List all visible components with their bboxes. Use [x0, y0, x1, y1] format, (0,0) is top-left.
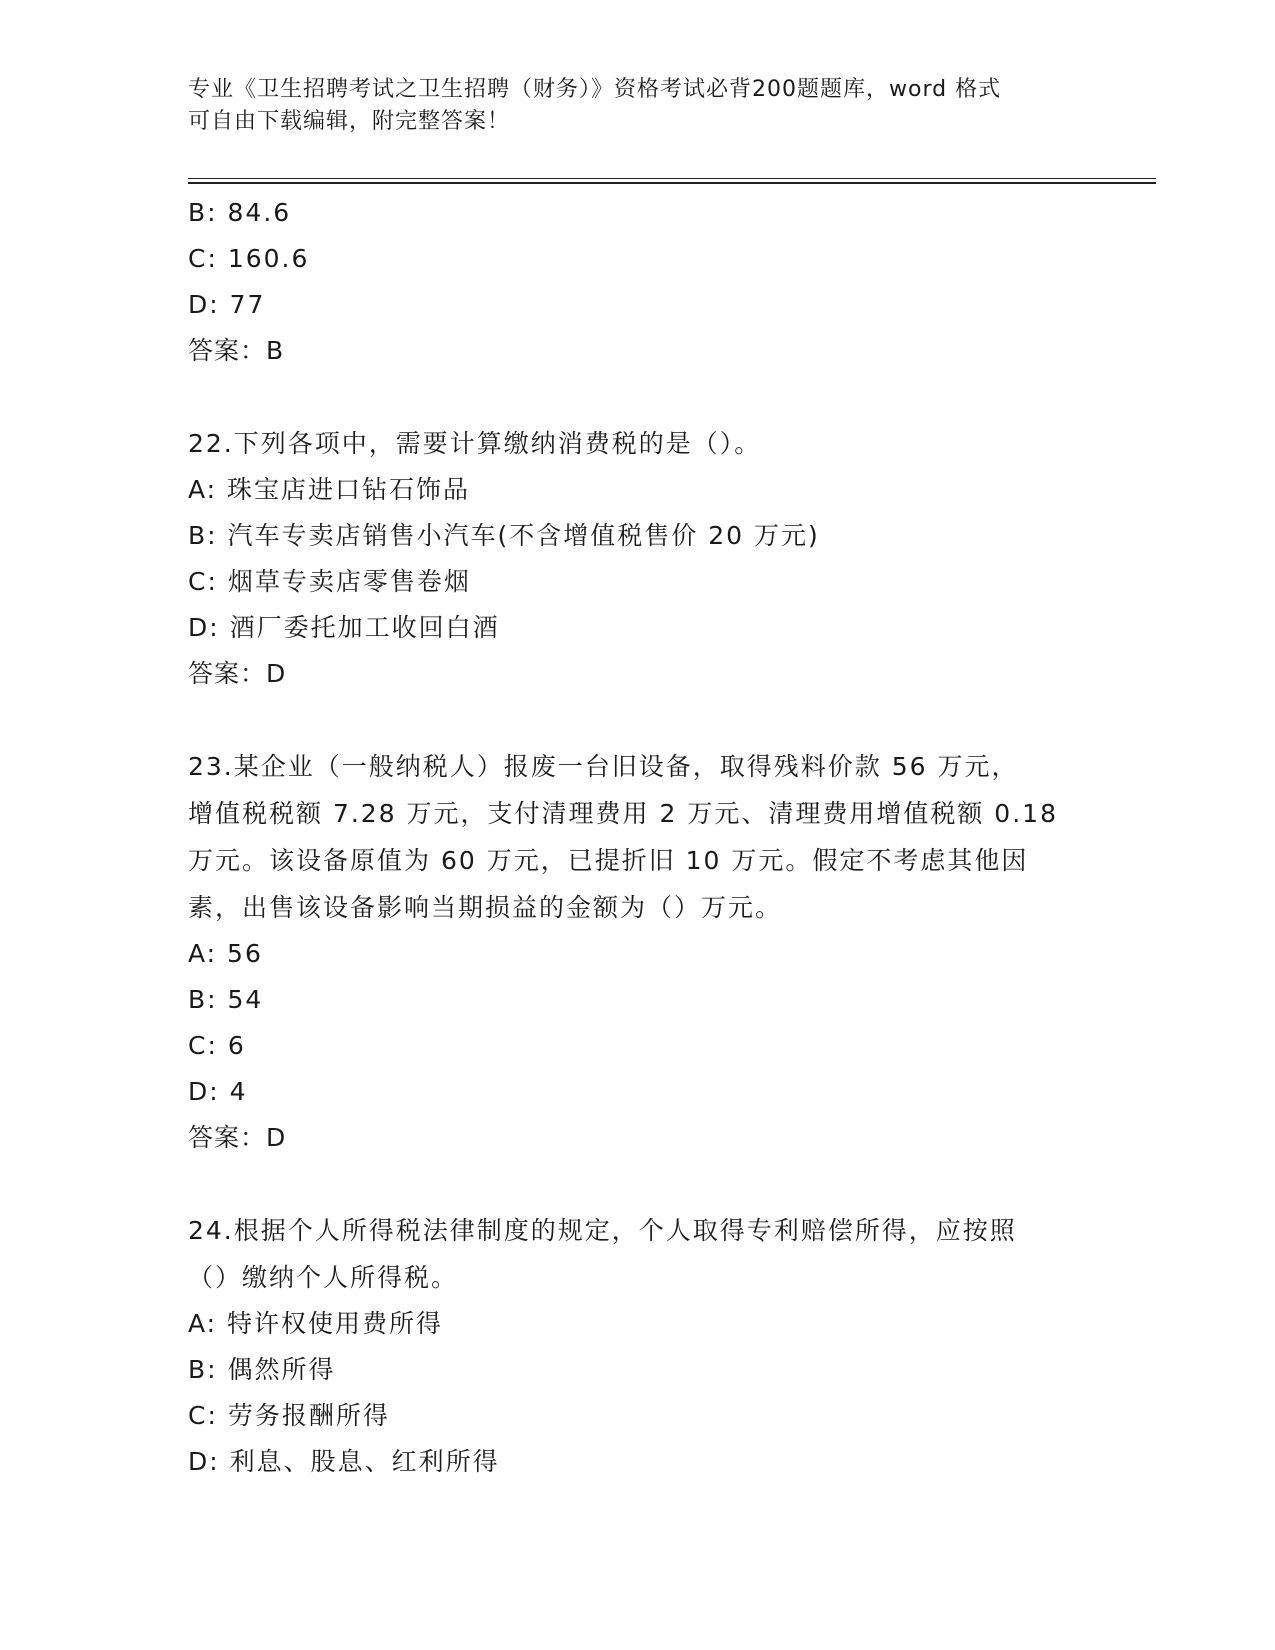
header-divider-thin	[188, 178, 1156, 179]
option-a: A: 特许权使用费所得	[188, 1309, 444, 1338]
option-c: C: 6	[188, 1031, 246, 1060]
question-block-24	[188, 1207, 1088, 1485]
spacer	[188, 1161, 1088, 1207]
option-a: A: 珠宝店进口钻石饰品	[188, 475, 471, 504]
option-c: C: 烟草专卖店零售卷烟	[188, 567, 471, 596]
answer-line: 答案：D	[188, 659, 287, 688]
question-stem: 22.下列各项中，需要计算缴纳消费税的是（）。	[188, 429, 762, 458]
option-d: D: 酒厂委托加工收回白酒	[188, 613, 500, 642]
document-header	[188, 74, 1088, 138]
option-c: C: 160.6	[188, 244, 310, 273]
spacer	[188, 374, 1088, 420]
question-stem-line: 万元。该设备原值为 60 万元，已提折旧 10 万元。假定不考虑其他因	[188, 846, 1029, 875]
header-divider-thick	[188, 182, 1156, 184]
question-stem-line: 素，出售该设备影响当期损益的金额为（）万元。	[188, 893, 783, 922]
question-block-22	[188, 420, 1088, 697]
option-b: B: 54	[188, 985, 264, 1014]
option-b: B: 汽车专卖店销售小汽车(不含增值税售价 20 万元)	[188, 521, 820, 550]
option-a: A: 56	[188, 939, 263, 968]
question-stem-line: 24.根据个人所得税法律制度的规定，个人取得专利赔偿所得，应按照	[188, 1216, 1017, 1245]
answer-line: 答案：D	[188, 1123, 287, 1152]
question-stem-line: 增值税税额 7.28 万元，支付清理费用 2 万元、清理费用增值税额 0.18	[188, 799, 1058, 828]
header-title-line-1: 专业《卫生招聘考试之卫生招聘（财务）》资格考试必背200题题库，word 格式	[188, 77, 1002, 102]
question-stem-line: 23.某企业（一般纳税人）报废一台旧设备，取得残料价款 56 万元，	[188, 752, 1019, 781]
header-title-line-2: 可自由下载编辑，附完整答案！	[188, 109, 511, 134]
option-d: D: 4	[188, 1077, 248, 1106]
option-b: B: 偶然所得	[188, 1355, 336, 1384]
option-d: D: 77	[188, 290, 266, 319]
spacer	[188, 697, 1088, 743]
question-stem-line: （）缴纳个人所得税。	[188, 1263, 459, 1292]
option-b: B: 84.6	[188, 198, 292, 227]
option-c: C: 劳务报酬所得	[188, 1401, 390, 1430]
answer-line: 答案：B	[188, 336, 285, 365]
question-block-23	[188, 743, 1088, 1161]
previous-question-block	[188, 190, 1088, 374]
question-content	[188, 190, 1088, 1485]
option-d: D: 利息、股息、红利所得	[188, 1447, 500, 1476]
